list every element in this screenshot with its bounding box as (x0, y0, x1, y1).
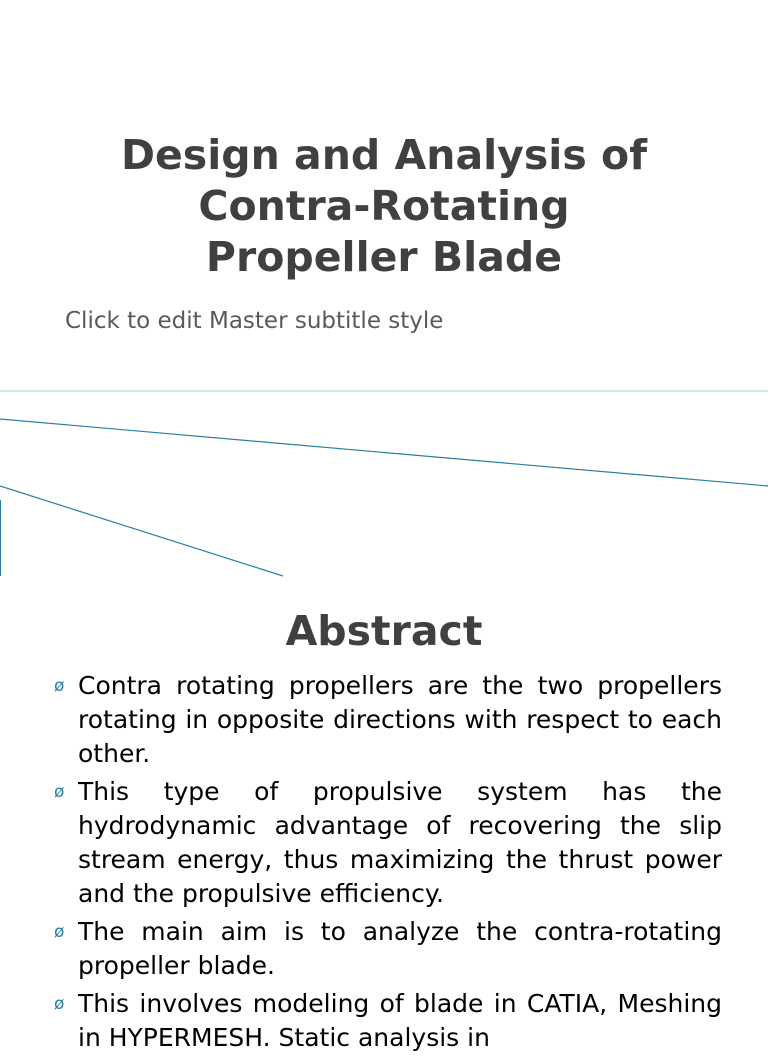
slide-subtitle[interactable]: Click to edit Master subtitle style (65, 308, 444, 334)
title-line: Contra-Rotating (198, 182, 570, 230)
title-line: Propeller Blade (205, 233, 563, 281)
bullet-text: This type of propulsive system has the hydrodynamic advantage of recovering the slip stream energy, thus maximizing the thrust power and the propulsive efficiency. (78, 777, 722, 908)
bullet-item (50, 915, 722, 983)
bullet-list (50, 669, 722, 1059)
bullet-item (50, 775, 722, 911)
accent-line (0, 486, 283, 576)
bullet-text: Contra rotating propellers are the two propellers rotating in opposite directions with respect to each other. (78, 671, 722, 768)
bullet-text: This involves modeling of blade in CATIA, Meshing in HYPERMESH. Static analysis in (78, 989, 722, 1052)
slide-title: Abstract (285, 607, 483, 655)
arrow-bullet-icon: ø (54, 922, 65, 942)
arrow-bullet-icon: ø (54, 994, 65, 1014)
abstract-slide (0, 577, 768, 1052)
title-line: Design and Analysis of (120, 131, 648, 179)
bullet-item (50, 987, 722, 1055)
bullet-text: The main aim is to analyze the contra-rotating propeller blade. (78, 917, 722, 980)
arrow-bullet-icon: ø (54, 676, 65, 696)
bullet-item (50, 669, 722, 771)
arrow-bullet-icon: ø (54, 782, 65, 802)
accent-line (0, 419, 768, 486)
